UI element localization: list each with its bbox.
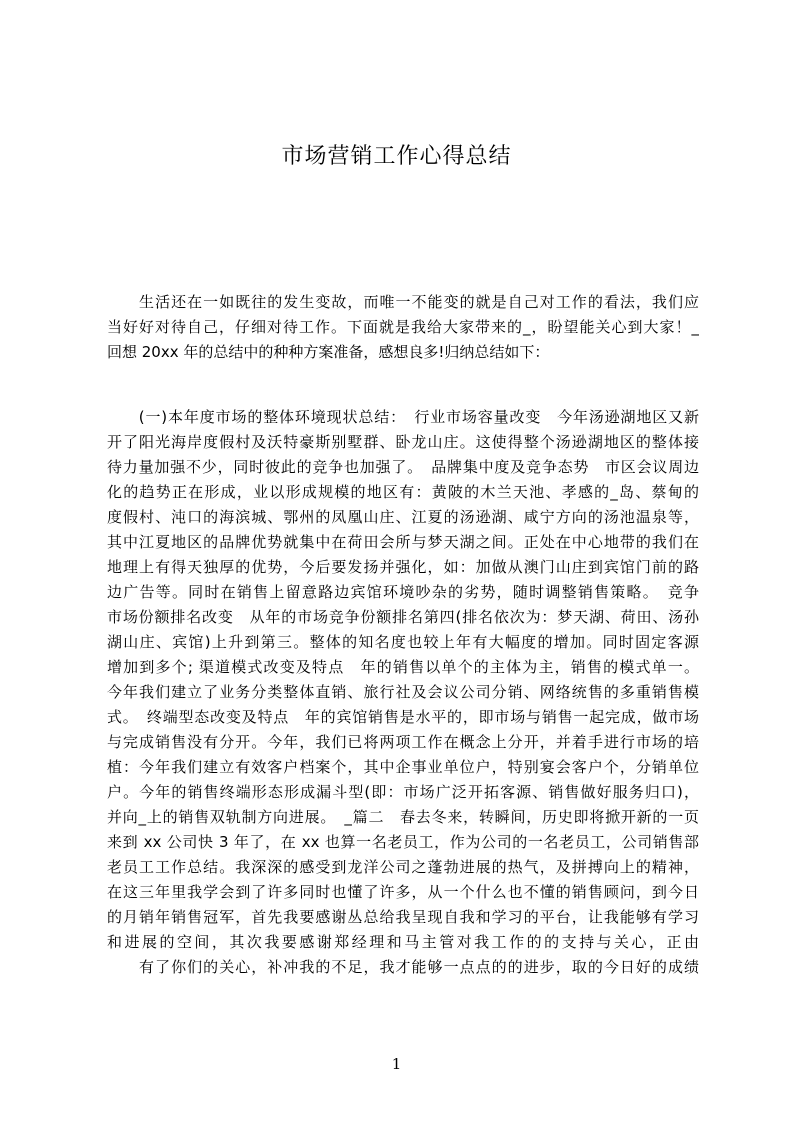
- paragraph-2-line: 和进展的空间，其次我要感谢郑经理和马主管对我工作的的支持与关心，正由: [107, 933, 699, 951]
- paragraph-2-line: 式。 终端型态改变及特点 年的宾馆销售是水平的，即市场与销售一起完成，做市场: [107, 708, 699, 726]
- paragraph-2-line: 市场份额排名改变 从年的市场竞争份额排名第四(排名依次为：梦天湖、荷田、汤孙: [107, 608, 699, 626]
- paragraph-2-line: 与完成销售没有分开。今年，我们已将两项工作在概念上分开，并着手进行市场的培: [107, 733, 699, 751]
- paragraph-2-line: 边广告等。同时在销售上留意路边宾馆环境吵杂的劣势，随时调整销售策略。 竞争: [107, 583, 699, 601]
- paragraph-2-line: 户。今年的销售终端形态形成漏斗型(即：市场广泛开拓客源、销售做好服务归口)，: [107, 783, 699, 801]
- page-title: 市场营销工作心得总结: [281, 144, 512, 169]
- paragraph-1-line: 当好好对待自己，仔细对待工作。下面就是我给大家带来的_，盼望能关心到大家！_: [107, 318, 699, 336]
- paragraph-2-line: 化的趋势正在形成，业以形成规模的地区有：黄陂的木兰天池、孝感的_岛、蔡甸的: [107, 483, 699, 501]
- paragraph-1-line: 回想 20xx 年的总结中的种种方案准备，感想良多!归纳总结如下：: [107, 343, 550, 361]
- paragraph-2-line: 的月销年销售冠军，首先我要感谢丛总给我呈现自我和学习的平台，让我能够有学习: [107, 908, 699, 926]
- paragraph-2-line: 地理上有得天独厚的优势，今后要发扬并强化，如：加做从澳门山庄到宾馆门前的路: [107, 558, 699, 576]
- paragraph-2-line: 老员工工作总结。我深深的感受到龙洋公司之蓬勃进展的热气，及拼搏向上的精神，: [107, 858, 699, 876]
- paragraph-2-line: 待力量加强不少，同时彼此的竞争也加强了。 品牌集中度及竞争态势 市区会议周边: [107, 458, 699, 476]
- paragraph-2-line: 开了阳光海岸度假村及沃特豪斯别墅群、卧龙山庄。这使得整个汤逊湖地区的整体接: [107, 433, 699, 451]
- paragraph-2-line: 植：今年我们建立有效客户档案个，其中企事业单位户，特别宴会客户个，分销单位: [107, 758, 699, 776]
- paragraph-1-line: 生活还在一如既往的发生变故，而唯一不能变的就是自己对工作的看法，我们应: [107, 293, 699, 311]
- paragraph-2-line: 其中江夏地区的品牌优势就集中在荷田会所与梦天湖之间。正处在中心地带的我们在: [107, 533, 699, 551]
- paragraph-2-line: 增加到多个; 渠道模式改变及特点 年的销售以单个的主体为主，销售的模式单一。: [107, 658, 699, 676]
- paragraph-2-line: 在这三年里我学会到了许多同时也懂了许多，从一个什么也不懂的销售顾问，到今日: [107, 883, 699, 901]
- paragraph-2-line: 度假村、沌口的海滨城、鄂州的凤凰山庄、江夏的汤逊湖、咸宁方向的汤池温泉等，: [107, 508, 699, 526]
- paragraph-2-line: 并向_上的销售双轨制方向进展。 _篇二 春去冬来，转瞬间，历史即将掀开新的一页: [107, 808, 699, 826]
- paragraph-2-line: 湖山庄、宾馆)上升到第三。整体的知名度也较上年有大幅度的增加。同时固定客源: [107, 633, 699, 651]
- paragraph-2-line: 有了你们的关心，补冲我的不足，我才能够一点点的的进步，取的今日好的成绩: [107, 958, 699, 976]
- page-number: 1: [391, 1055, 402, 1073]
- paragraph-2-line: 来到 xx 公司快 3 年了，在 xx 也算一名老员工，作为公司的一名老员工，公司销售部: [107, 833, 699, 851]
- paragraph-2-line: (一)本年度市场的整体环境现状总结： 行业市场容量改变 今年汤逊湖地区又新: [107, 408, 699, 426]
- paragraph-2-line: 今年我们建立了业务分类整体直销、旅行社及会议公司分销、网络统售的多重销售模: [107, 683, 699, 701]
